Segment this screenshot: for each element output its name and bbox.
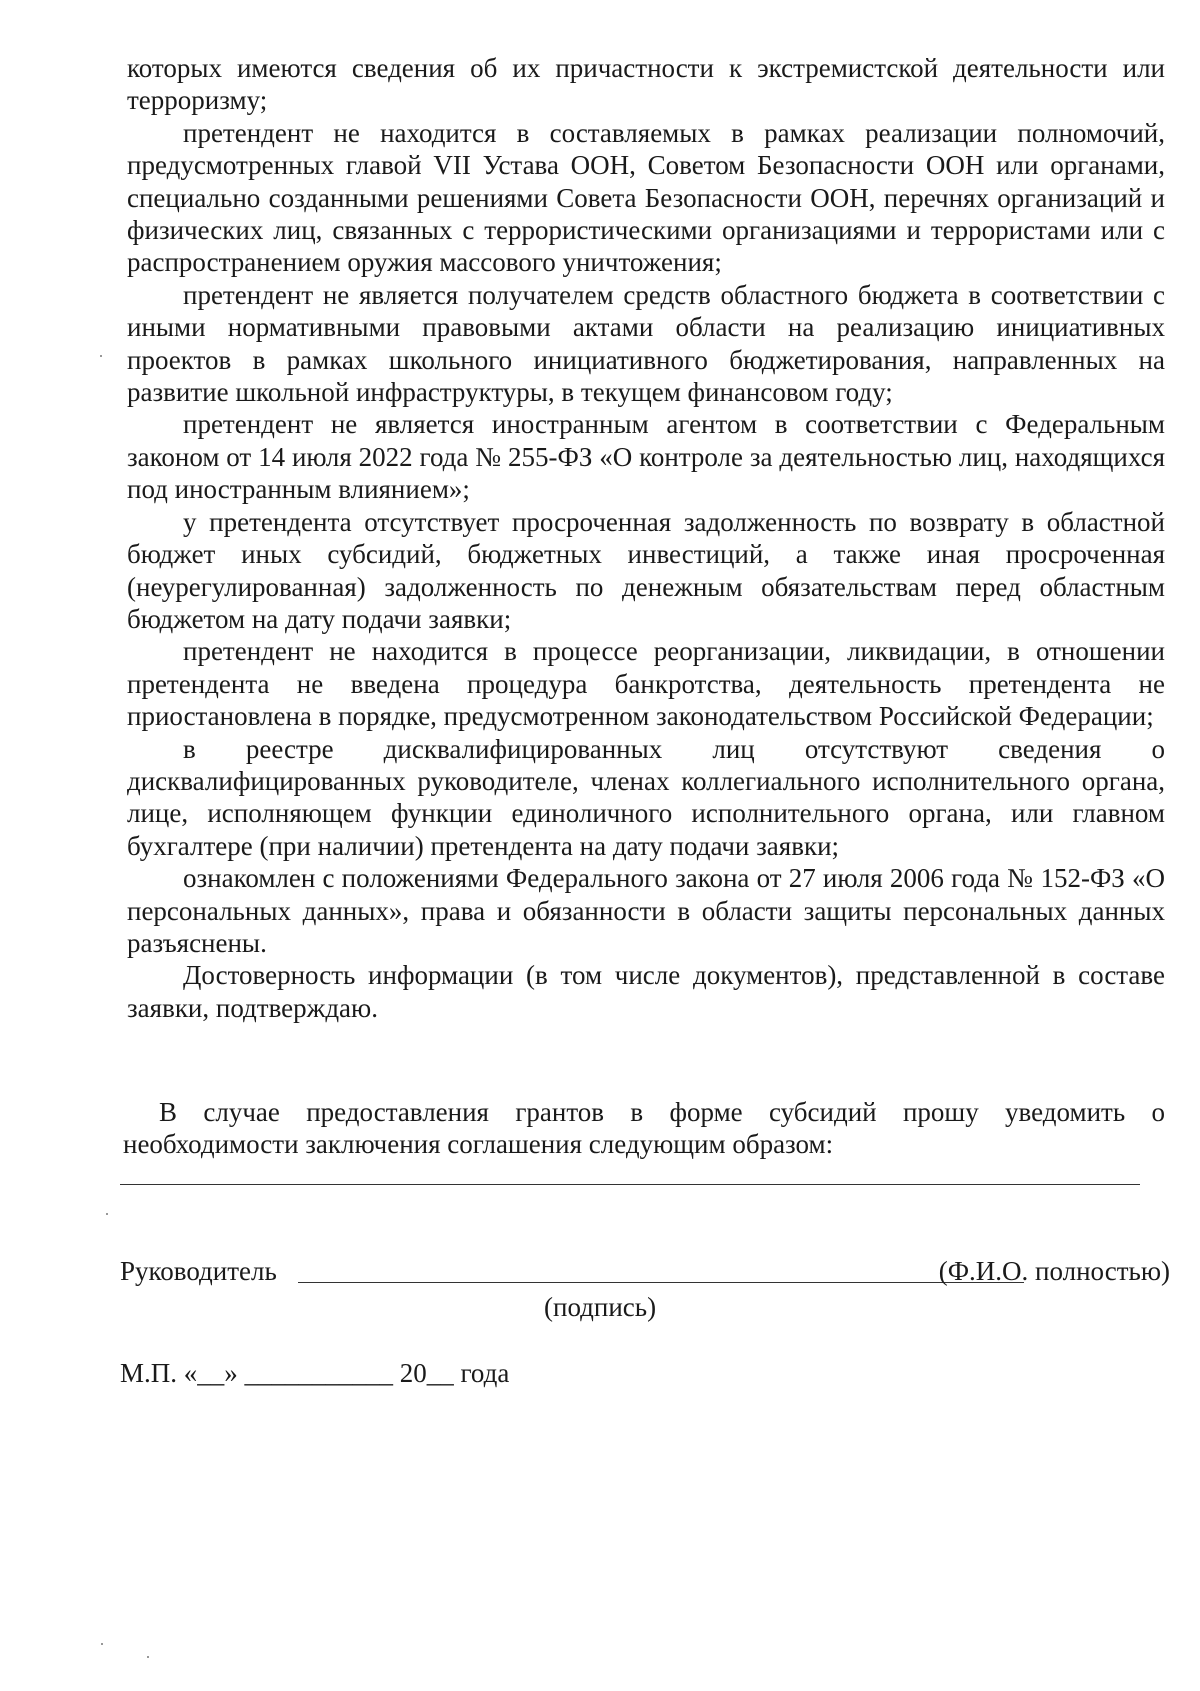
scan-speck	[147, 1656, 149, 1658]
paragraph-disqualified-persons: в реестре дисквалифицированных лиц отсутствуют сведения о дисквалифицированных руководителе, членах коллегиального исполнительного органа, лице, исполняющем функции единоличного исполнительного органа, или главном бухгалтере (при наличии) претендента на дату подачи заявки;	[127, 733, 1165, 861]
signature-row	[120, 1255, 1170, 1289]
stamp-date-line: М.П. «__» ___________ 20__ года	[120, 1358, 510, 1388]
paragraph-overdue-debt: у претендента отсутствует просроченная задолженность по возврату в областной бюджет иных субсидий, бюджетных инвестиций, а также иная просроченная (неурегулированная) задолженность по денежным обязательствам перед областным бюджетом на дату подачи заявки;	[127, 506, 1165, 634]
paragraph-personal-data: ознакомлен с положениями Федерального закона от 27 июля 2006 года № 152-ФЗ «О персональных данных», права и обязанности в области защиты персональных данных разъяснены.	[127, 863, 1165, 958]
fio-label: (Ф.И.О. полностью)	[938, 1256, 1170, 1286]
paragraph-reliability-confirmation: Достоверность информации (в том числе документов), представленной в составе заявки, подтверждаю.	[127, 960, 1165, 1023]
scan-speck	[100, 355, 102, 357]
paragraph-extremism-continuation: которых имеются сведения об их причастности к экстремистской деятельности или терроризму;	[127, 53, 1165, 116]
scan-speck	[106, 1213, 108, 1215]
notification-fill-line[interactable]	[120, 1184, 1140, 1185]
paragraph-un-lists: претендент не находится в составляемых в рамках реализации полномочий, предусмотренных главой VII Устава ООН, Советом Безопасности ООН или органами, специально созданными решениями Совета Безопасности ООН, перечнях организаций и физических лиц, связанных с террористическими организациями и террористами или с распространением оружия массового уничтожения;	[127, 117, 1165, 278]
document-body	[127, 52, 1165, 1024]
paragraph-foreign-agent: претендент не является иностранным агентом в соответствии с Федеральным законом от 14 июля 2022 года № 255-ФЗ «О контроле за деятельностью лиц, находящихся под иностранным влиянием»;	[127, 409, 1165, 505]
signature-line[interactable]	[298, 1282, 1024, 1283]
signature-label: Руководитель	[120, 1256, 277, 1286]
signature-caption: (подпись)	[544, 1292, 657, 1322]
paragraph-reorganization: претендент не находится в процессе реорганизации, ликвидации, в отношении претендента не введена процедура банкротства, деятельность претендента не приостановлена в порядке, предусмотренном законодательством Российской Федерации;	[127, 636, 1165, 732]
scan-speck	[101, 1643, 103, 1645]
notification-request: В случае предоставления грантов в форме субсидий прошу уведомить о необходимости заключения соглашения следующим образом:	[123, 1097, 1165, 1160]
paragraph-school-budgeting: претендент не является получателем средств областного бюджета в соответствии с иными нормативными правовыми актами области на реализацию инициативных проектов в рамках школьного инициативного бюджетирования, направленных на развитие школьной инфраструктуры, в текущем финансовом году;	[127, 279, 1165, 408]
